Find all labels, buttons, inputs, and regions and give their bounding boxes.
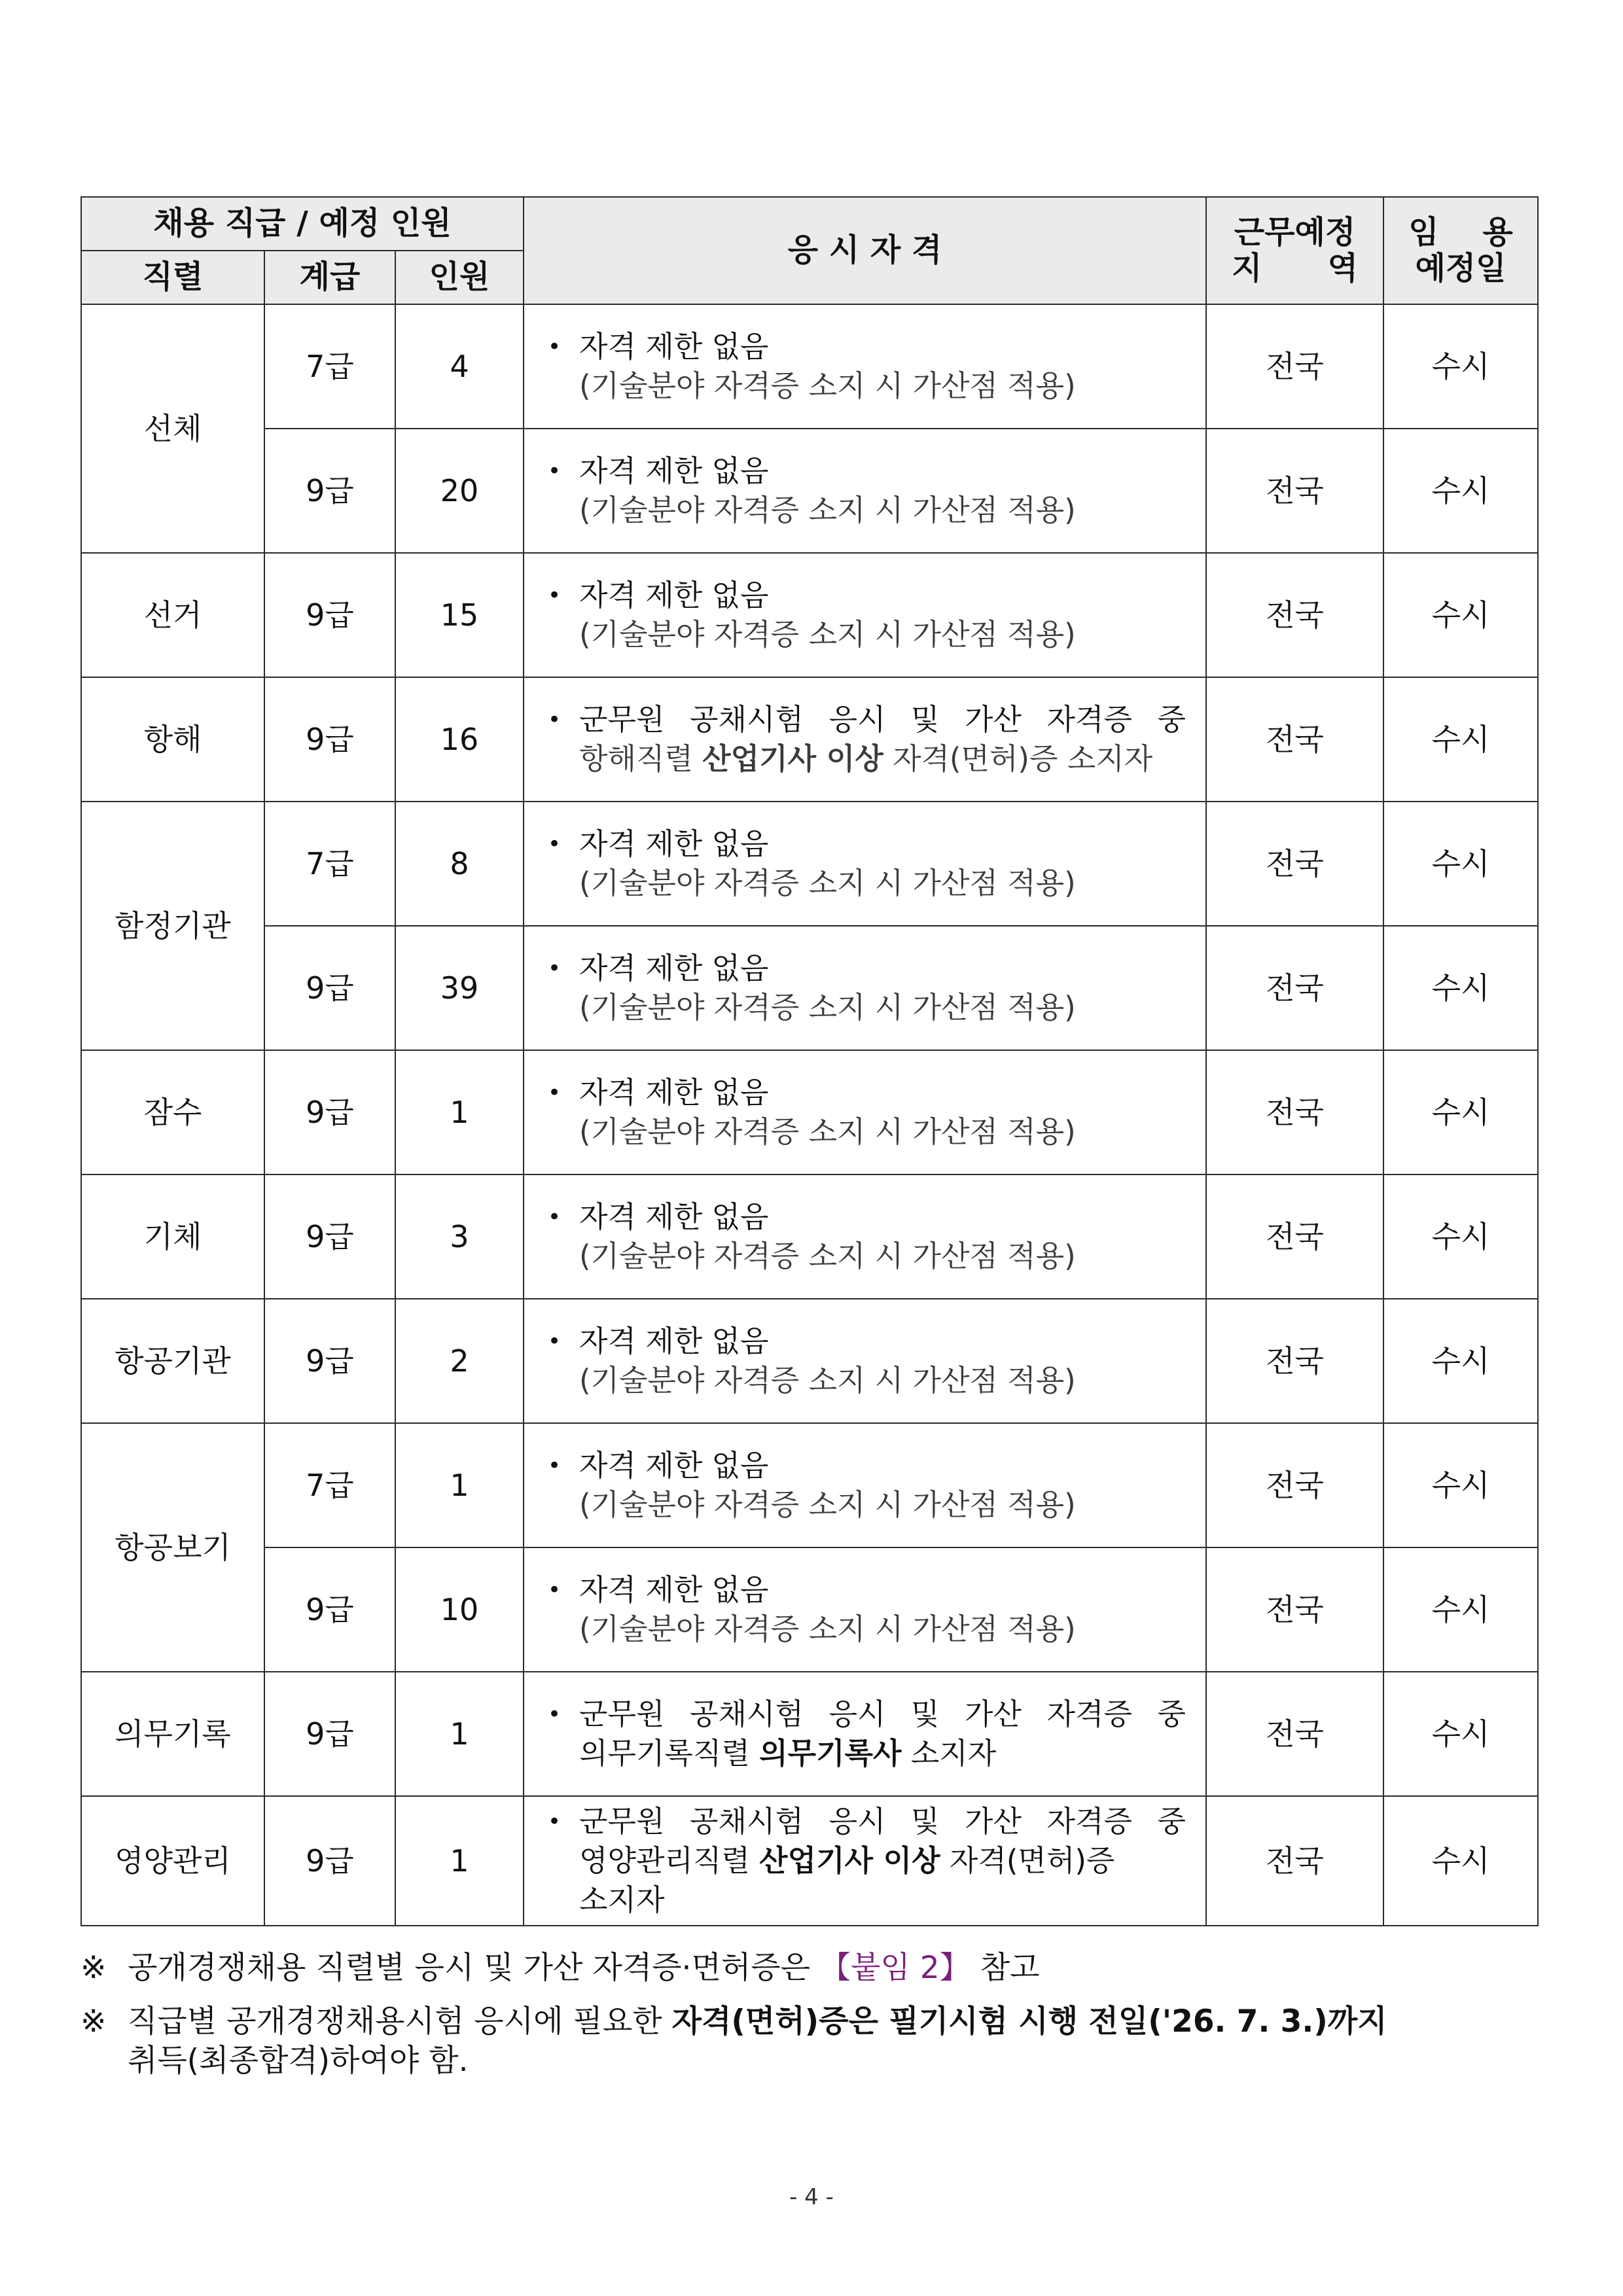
bullet-icon: •	[548, 458, 562, 484]
date-cell: 수시	[1383, 304, 1538, 429]
date-cell: 수시	[1383, 677, 1538, 802]
grade-cell: 7급	[264, 802, 395, 926]
bullet-icon: •	[548, 1080, 562, 1106]
table-row	[81, 1050, 1538, 1174]
bullet-icon: •	[548, 582, 562, 609]
qualification-main: 자격 제한 없음	[579, 1448, 769, 1483]
table-row	[81, 1796, 1538, 1926]
qualification-requirement: 산업기사 이상	[759, 1843, 940, 1878]
qualification-cell	[524, 1423, 1206, 1547]
series-cell: 선체	[81, 304, 264, 553]
attachment-reference: 【붙임 2】	[820, 1950, 971, 1986]
grade-cell: 9급	[264, 677, 395, 802]
qualification-note: (기술분야 자격증 소지 시 가산점 적용)	[579, 368, 1076, 403]
qualification-note: (기술분야 자격증 소지 시 가산점 적용)	[579, 493, 1076, 527]
date-cell: 수시	[1383, 1796, 1538, 1926]
count-cell: 39	[395, 926, 524, 1050]
header-region	[1206, 197, 1383, 304]
table-row	[81, 677, 1538, 802]
qualification-detail	[548, 1734, 1186, 1773]
qualification-cell	[524, 802, 1206, 926]
qualification-cell	[524, 1299, 1206, 1423]
qualification-note: (기술분야 자격증 소지 시 가산점 적용)	[579, 1487, 1076, 1522]
header-region-line2: 지 역	[1231, 250, 1358, 287]
qualification-cell	[524, 1672, 1206, 1796]
bullet-icon: •	[548, 1809, 562, 1835]
region-cell: 전국	[1206, 1174, 1383, 1299]
reference-mark-icon: ※	[80, 2004, 107, 2040]
count-cell: 1	[395, 1672, 524, 1796]
table-row	[81, 1423, 1538, 1547]
table-row	[81, 429, 1538, 553]
bullet-icon: •	[548, 1328, 562, 1354]
table-row	[81, 304, 1538, 429]
qualification-main: 자격 제한 없음	[579, 1075, 769, 1110]
grade-cell: 7급	[264, 304, 395, 429]
grade-cell: 9급	[264, 1547, 395, 1672]
grade-cell: 9급	[264, 1796, 395, 1926]
qualification-cell	[524, 1547, 1206, 1672]
header-grade: 계급	[264, 251, 395, 304]
grade-cell: 9급	[264, 1299, 395, 1423]
bullet-icon: •	[548, 707, 562, 733]
table-row	[81, 553, 1538, 677]
series-cell: 선거	[81, 553, 264, 677]
header-region-line1: 근무예정	[1234, 213, 1356, 251]
qualification-note: (기술분야 자격증 소지 시 가산점 적용)	[579, 1363, 1076, 1398]
qualification-series: 의무기록직렬	[579, 1736, 760, 1771]
header-qualification: 응 시 자 격	[524, 197, 1206, 304]
qualification-suffix: 소지자	[901, 1736, 997, 1771]
series-cell: 항해	[81, 677, 264, 802]
count-cell: 1	[395, 1423, 524, 1547]
qualification-main: 군무원 공채시험 응시 및 가산 자격증 중	[579, 1804, 1186, 1839]
footnote-1-text: 공개경쟁채용 직렬별 응시 및 가산 자격증·면허증은	[128, 1950, 821, 1986]
qualification-cell	[524, 429, 1206, 553]
footnote-1-suffix: 참고	[970, 1950, 1040, 1986]
header-date	[1383, 197, 1538, 304]
date-cell: 수시	[1383, 429, 1538, 553]
series-cell: 잠수	[81, 1050, 264, 1174]
header-series: 직렬	[81, 251, 264, 304]
date-cell: 수시	[1383, 802, 1538, 926]
page-number: - 4 -	[789, 2184, 834, 2210]
qualification-main: 자격 제한 없음	[579, 951, 769, 985]
table-row	[81, 1672, 1538, 1796]
qualification-cell	[524, 1174, 1206, 1299]
region-cell: 전국	[1206, 926, 1383, 1050]
grade-cell: 9급	[264, 1174, 395, 1299]
count-cell: 16	[395, 677, 524, 802]
date-cell: 수시	[1383, 553, 1538, 677]
grade-cell: 9급	[264, 1050, 395, 1174]
qualification-note: (기술분야 자격증 소지 시 가산점 적용)	[579, 990, 1076, 1025]
series-cell: 항공보기	[81, 1423, 264, 1672]
qualification-cell	[524, 1796, 1206, 1926]
date-cell: 수시	[1383, 1547, 1538, 1672]
qualification-note: (기술분야 자격증 소지 시 가산점 적용)	[579, 1239, 1076, 1273]
count-cell: 1	[395, 1050, 524, 1174]
count-cell: 3	[395, 1174, 524, 1299]
qualification-main: 자격 제한 없음	[579, 578, 769, 612]
region-cell: 전국	[1206, 553, 1383, 677]
count-cell: 10	[395, 1547, 524, 1672]
series-cell: 함정기관	[81, 802, 264, 1050]
count-cell: 1	[395, 1796, 524, 1926]
bullet-icon: •	[548, 1453, 562, 1479]
table-row	[81, 1174, 1538, 1299]
date-cell: 수시	[1383, 1423, 1538, 1547]
qualification-main: 자격 제한 없음	[579, 1572, 769, 1607]
region-cell: 전국	[1206, 1423, 1383, 1547]
region-cell: 전국	[1206, 304, 1383, 429]
count-cell: 4	[395, 304, 524, 429]
table-row	[81, 926, 1538, 1050]
series-cell: 기체	[81, 1174, 264, 1299]
date-cell: 수시	[1383, 1174, 1538, 1299]
qualification-cell	[524, 553, 1206, 677]
grade-cell: 9급	[264, 429, 395, 553]
qualification-cell	[524, 1050, 1206, 1174]
bullet-icon: •	[548, 334, 562, 360]
count-cell: 8	[395, 802, 524, 926]
grade-cell: 9급	[264, 1672, 395, 1796]
bullet-icon: •	[548, 1204, 562, 1230]
region-cell: 전국	[1206, 1796, 1383, 1926]
qualification-detail	[548, 739, 1186, 779]
qualification-note: (기술분야 자격증 소지 시 가산점 적용)	[579, 1612, 1076, 1646]
qualification-suffix: 자격(면허)증 소지자	[883, 741, 1153, 776]
table-row	[81, 1299, 1538, 1423]
footnotes	[80, 1949, 1546, 2095]
qualification-main: 자격 제한 없음	[579, 826, 769, 861]
qualification-main: 군무원 공채시험 응시 및 가산 자격증 중	[579, 1697, 1186, 1731]
footnote-2-deadline: 자격(면허)증은 필기시험 시행 전일('26. 7. 3.)까지	[671, 2004, 1387, 2040]
date-cell: 수시	[1383, 1672, 1538, 1796]
region-cell: 전국	[1206, 802, 1383, 926]
qualification-note: (기술분야 자격증 소지 시 가산점 적용)	[579, 617, 1076, 652]
region-cell: 전국	[1206, 677, 1383, 802]
header-group: 채용 직급 / 예정 인원	[81, 197, 524, 251]
qualification-suffix: 자격(면허)증	[940, 1843, 1115, 1878]
table-row	[81, 802, 1538, 926]
qualification-main: 군무원 공채시험 응시 및 가산 자격증 중	[579, 702, 1186, 737]
grade-cell: 9급	[264, 553, 395, 677]
region-cell: 전국	[1206, 1050, 1383, 1174]
series-cell: 항공기관	[81, 1299, 264, 1423]
footnote-2-text: 직급별 공개경쟁채용시험 응시에 필요한	[128, 2004, 672, 2040]
qualification-requirement: 의무기록사	[759, 1736, 902, 1771]
qualification-requirement: 산업기사 이상	[702, 741, 883, 776]
bullet-icon: •	[548, 955, 562, 981]
table-row	[81, 1547, 1538, 1672]
footnote-1	[80, 1949, 1546, 1988]
footnote-text	[128, 2002, 1546, 2081]
reference-mark-icon: ※	[80, 1950, 107, 1986]
recruitment-table	[80, 196, 1539, 1926]
date-cell: 수시	[1383, 1299, 1538, 1423]
count-cell: 2	[395, 1299, 524, 1423]
region-cell: 전국	[1206, 1299, 1383, 1423]
region-cell: 전국	[1206, 1672, 1383, 1796]
header-date-line2: 예정일	[1415, 250, 1507, 287]
grade-cell: 7급	[264, 1423, 395, 1547]
qualification-note: (기술분야 자격증 소지 시 가산점 적용)	[579, 1114, 1076, 1149]
region-cell: 전국	[1206, 429, 1383, 553]
qualification-detail	[548, 1841, 1186, 1881]
date-cell: 수시	[1383, 1050, 1538, 1174]
qualification-series: 항해직렬	[579, 741, 703, 776]
qualification-tail: 소지자	[579, 1882, 665, 1917]
qualification-cell	[524, 677, 1206, 802]
qualification-main: 자격 제한 없음	[579, 329, 769, 364]
qualification-main: 자격 제한 없음	[579, 1199, 769, 1234]
grade-cell: 9급	[264, 926, 395, 1050]
region-cell: 전국	[1206, 1547, 1383, 1672]
footnote-text	[128, 1949, 1546, 1988]
qualification-series: 영양관리직렬	[579, 1843, 760, 1878]
header-count: 인원	[395, 251, 524, 304]
qualification-main: 자격 제한 없음	[579, 453, 769, 488]
series-cell: 영양관리	[81, 1796, 264, 1926]
bullet-icon: •	[548, 1701, 562, 1727]
series-cell: 의무기록	[81, 1672, 264, 1796]
date-cell: 수시	[1383, 926, 1538, 1050]
footnote-2	[80, 2002, 1546, 2081]
qualification-main: 자격 제한 없음	[579, 1324, 769, 1358]
header-date-line1: 임 용	[1408, 213, 1513, 251]
qualification-cell	[524, 304, 1206, 429]
qualification-note: (기술분야 자격증 소지 시 가산점 적용)	[579, 866, 1076, 900]
qualification-cell	[524, 926, 1206, 1050]
bullet-icon: •	[548, 831, 562, 857]
footnote-2-suffix: 취득(최종합격)하여야 함.	[128, 2043, 469, 2079]
count-cell: 15	[395, 553, 524, 677]
count-cell: 20	[395, 429, 524, 553]
bullet-icon: •	[548, 1577, 562, 1603]
